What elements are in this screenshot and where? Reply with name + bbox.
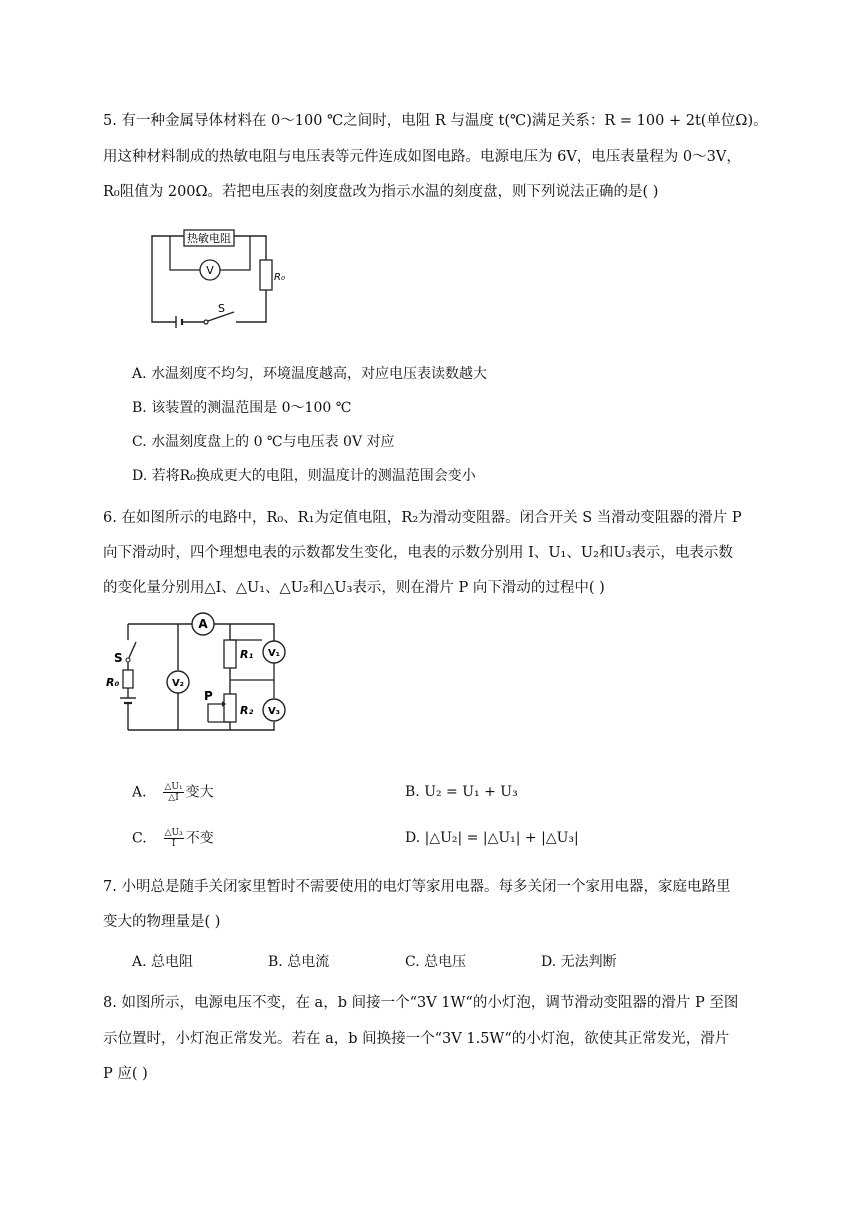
r0-label: R₀ bbox=[274, 272, 285, 283]
q6-option-b[interactable]: B. U₂ = U₁ + U₃ bbox=[405, 784, 518, 800]
q6-option-c-denominator: I bbox=[171, 839, 176, 849]
q5-option-a[interactable]: A. 水温刻度不均匀，环境温度越高，对应电压表读数越大 bbox=[132, 366, 488, 382]
q5-option-d[interactable]: D. 若将R₀换成更大的电阻，则温度计的测温范围会变小 bbox=[132, 468, 476, 484]
q5-option-b[interactable]: B. 该装置的测温范围是 0～100 ℃ bbox=[132, 400, 352, 416]
q6-r0-label: R₀ bbox=[106, 676, 120, 689]
q5-line-3: R₀阻值为 200Ω。若把电压表的刻度盘改为指示水温的刻度盘，则下列说法正确的是( ) bbox=[103, 184, 659, 200]
q5-line-1: 5. 有一种金属导体材料在 0～100 ℃之间时，电阻 R 与温度 t(℃)满足关系：R = 100 + 2t(单位Ω)。 bbox=[103, 113, 768, 129]
r1-resistor bbox=[224, 640, 236, 668]
ammeter-label: A bbox=[198, 617, 208, 631]
q7-option-b[interactable]: B. 总电流 bbox=[268, 954, 330, 970]
q7-line-2: 变大的物理量是( ) bbox=[103, 914, 221, 930]
q6-option-c-numerator: △U₃ bbox=[164, 828, 183, 838]
q6-line-2: 向下滑动时，四个理想电表的示数都发生变化，电表的示数分别用 I、U₁、U₂和U₃表示，电表示数 bbox=[103, 545, 733, 561]
v3-label: V₃ bbox=[267, 706, 281, 717]
q8-line-1: 8. 如图所示，电源电压不变，在 a，b 间接一个“3V 1W“的小灯泡，调节滑动变阻器的滑片 P 至图 bbox=[103, 995, 739, 1011]
q8-line-2: 示位置时，小灯泡正常发光。若在 a，b 间换接一个“3V 1.5W“的小灯泡，欲使其正常发光，滑片 bbox=[103, 1031, 730, 1047]
q7-line-1: 7. 小明总是随手关闭家里暂时不需要使用的电灯等家用电器。每多关闭一个家用电器，家庭电路里 bbox=[103, 879, 731, 895]
r1-label: R₁ bbox=[240, 648, 254, 661]
q6-line-1: 6. 在如图所示的电路中，R₀、R₁为定值电阻，R₂为滑动变阻器。闭合开关 S 当滑动变阻器的滑片 P bbox=[103, 510, 742, 526]
q6-line-3: 的变化量分别用△I、△U₁、△U₂和△U₃表示，则在滑片 P 向下滑动的过程中( ) bbox=[103, 580, 605, 596]
q6-option-a[interactable] bbox=[132, 782, 214, 803]
v1-label: V₁ bbox=[267, 648, 281, 659]
q6-option-d[interactable]: D. |△U₂| = |△U₁| + |△U₃| bbox=[405, 830, 579, 846]
r0-resistor bbox=[260, 260, 272, 290]
slider-p-label: P bbox=[204, 689, 213, 703]
q6-option-a-denominator: △I bbox=[168, 793, 179, 803]
q5-option-c[interactable]: C. 水温刻度盘上的 0 ℃与电压表 0V 对应 bbox=[132, 434, 395, 450]
q6-circuit-diagram bbox=[104, 610, 304, 740]
r2-rheostat bbox=[224, 694, 236, 722]
r2-label: R₂ bbox=[240, 704, 254, 717]
q6-r0-resistor bbox=[123, 670, 133, 688]
q6-option-c[interactable] bbox=[132, 828, 214, 849]
q6-option-a-suffix: 变大 bbox=[185, 784, 214, 801]
q6-option-a-prefix: A. bbox=[132, 784, 147, 801]
q6-option-c-suffix: 不变 bbox=[185, 830, 214, 847]
thermistor-label: 热敏电阻 bbox=[187, 232, 231, 245]
q7-option-c[interactable]: C. 总电压 bbox=[405, 954, 467, 970]
q5-line-2: 用这种材料制成的热敏电阻与电压表等元件连成如图电路。电源电压为 6V，电压表量程为 0～3V， bbox=[103, 149, 741, 165]
q7-option-a[interactable]: A. 总电阻 bbox=[132, 954, 194, 970]
q6-option-a-numerator: △U₁ bbox=[164, 782, 183, 792]
q6-option-c-fraction bbox=[164, 828, 184, 849]
voltmeter-label: V bbox=[206, 264, 214, 277]
q6-switch-label: S bbox=[114, 651, 123, 665]
switch-label: S bbox=[218, 302, 225, 315]
q6-option-a-fraction bbox=[163, 782, 183, 803]
v2-label: V₂ bbox=[171, 678, 185, 689]
q7-option-d[interactable]: D. 无法判断 bbox=[541, 954, 617, 970]
q6-option-c-prefix: C. bbox=[132, 830, 147, 847]
q5-circuit-diagram bbox=[148, 228, 285, 330]
q8-line-3: P 应( ) bbox=[103, 1066, 148, 1082]
